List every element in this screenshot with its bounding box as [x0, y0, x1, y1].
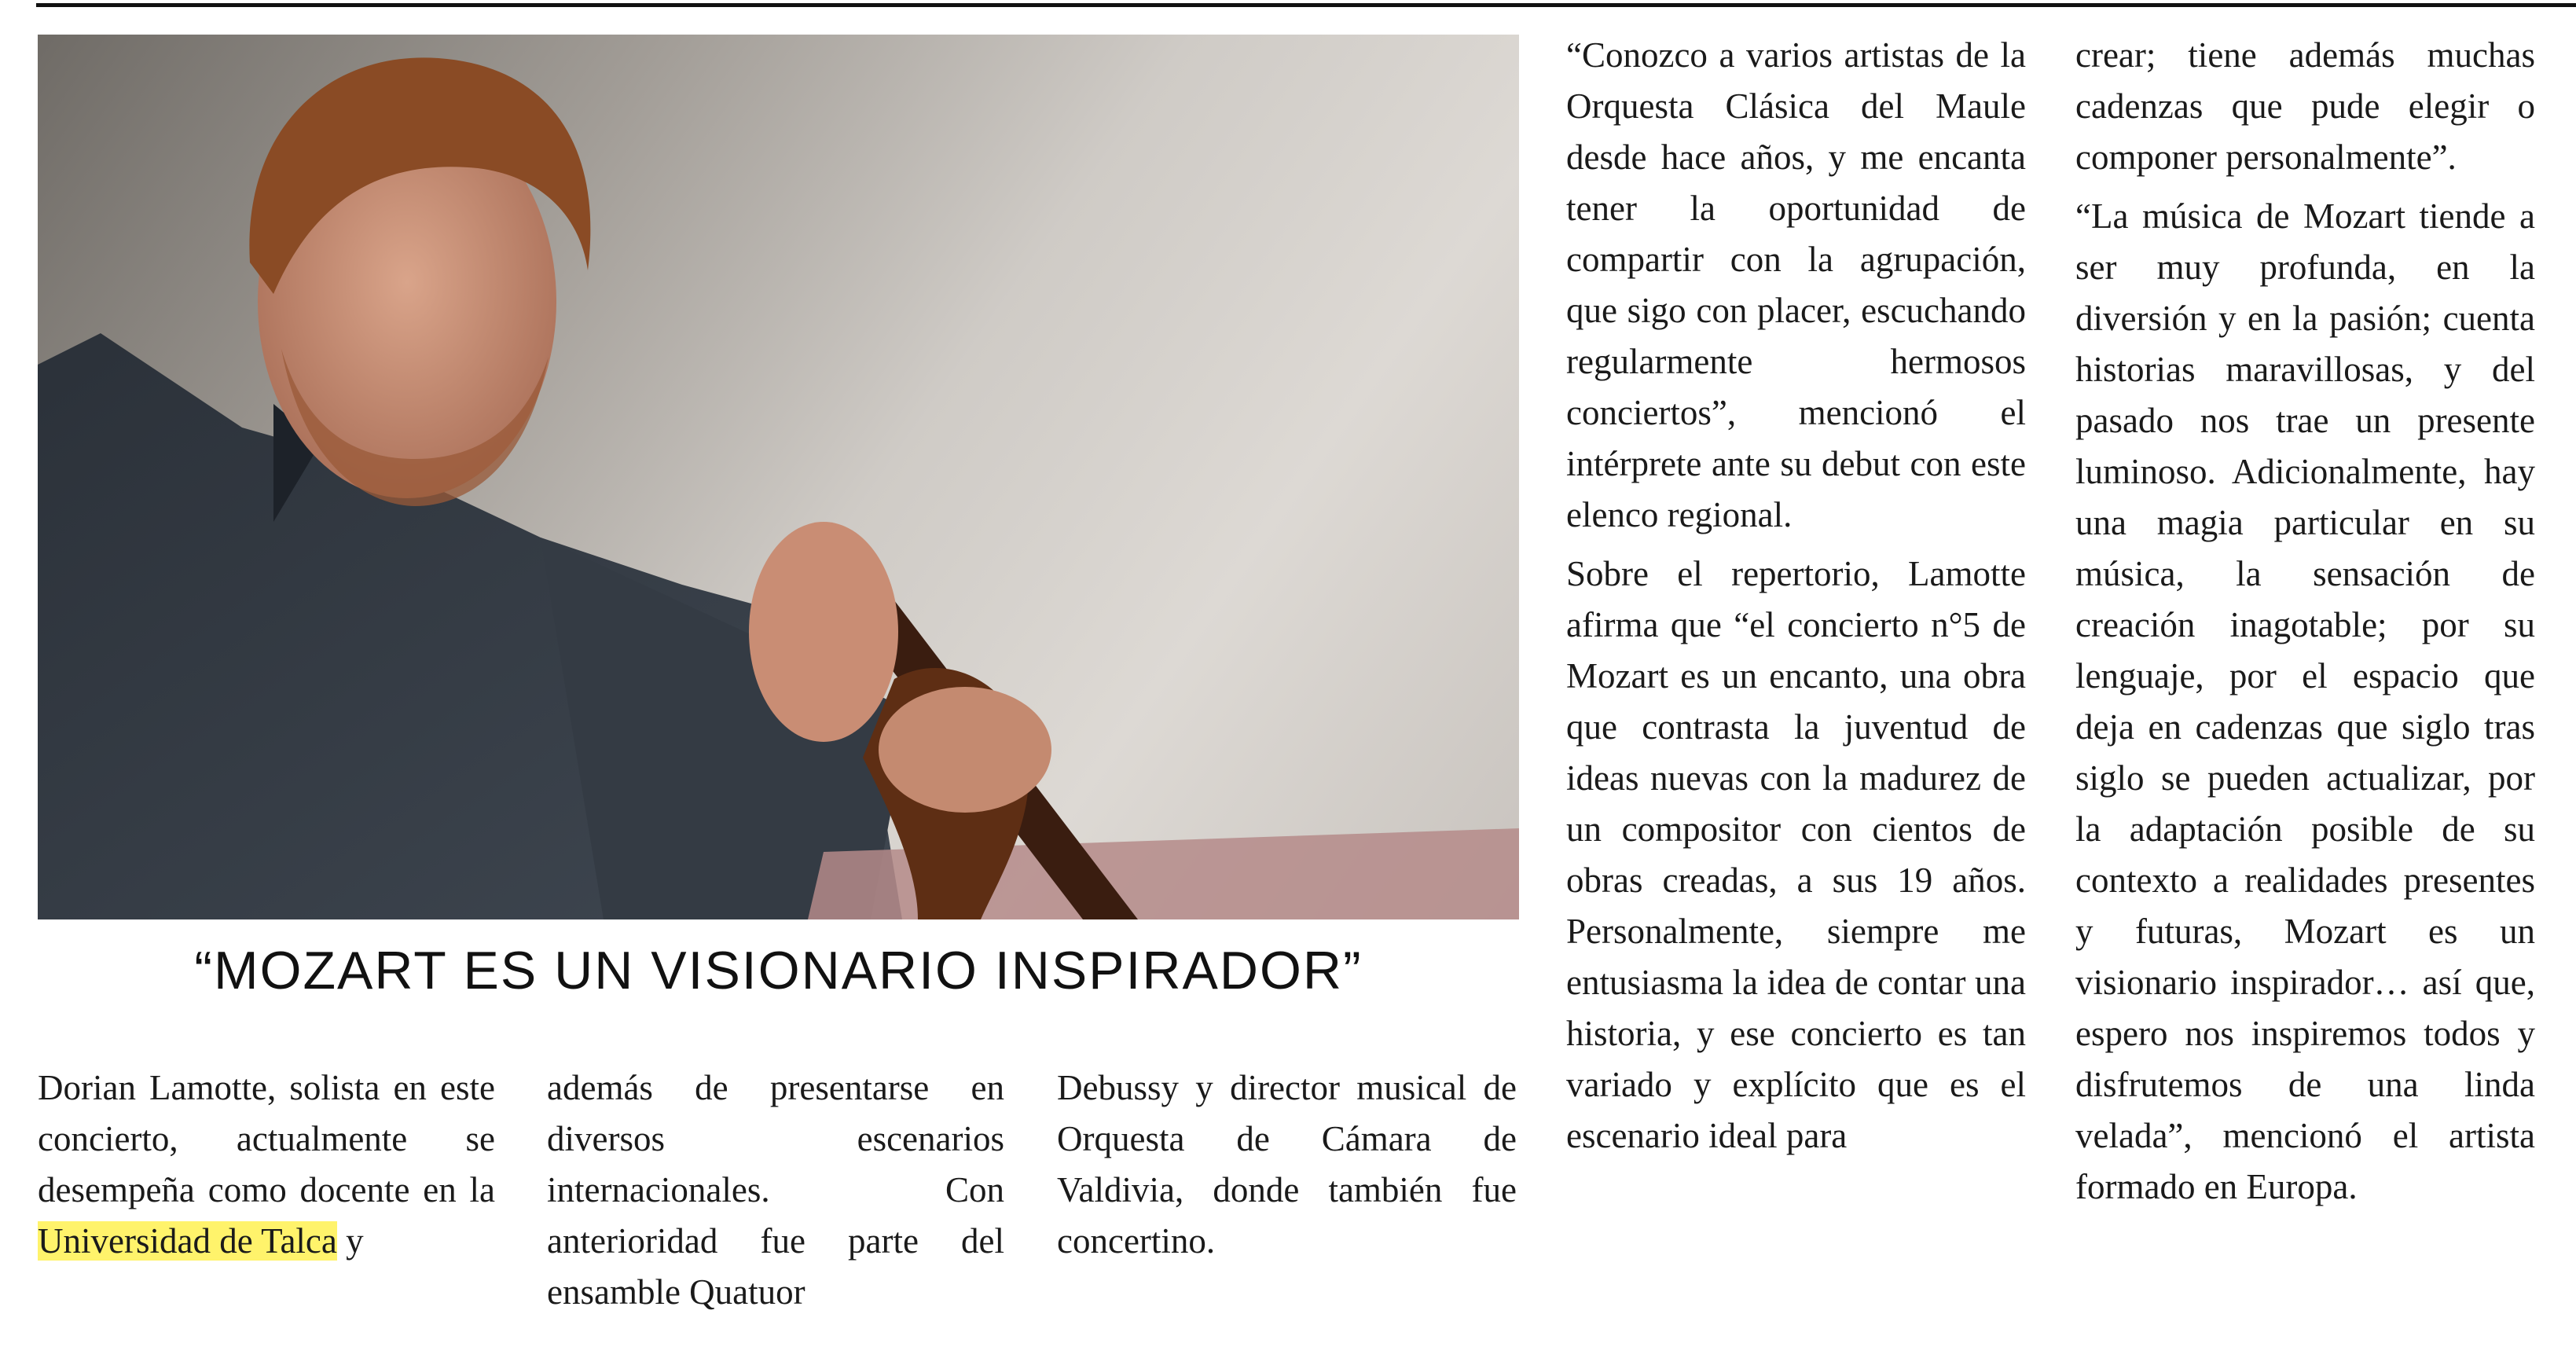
top-rule: [36, 3, 2576, 7]
column-1-text-before: Dorian Lamotte, solista en este concierto, actualmente se desempeña como docente en la: [38, 1068, 495, 1209]
column-2-paragraph: además de presentarse en diversos escenarios internacionales. Con anterioridad fue parte del ensamble Quatuor: [547, 1068, 1004, 1312]
column-5-paragraph-1: crear; tiene además muchas cadenzas que pude elegir o componer personalmente”.: [2075, 35, 2535, 177]
article-column-1: [38, 1063, 495, 1267]
column-4-paragraph-1: “Conozco a varios artistas de la Orquesta Clásica del Maule desde hace años, y me encanta tener la oportunidad de compartir con la agrupación, que sigo con placer, escuchando regularmente hermosos conciertos”, mencionó el intérprete ante su debut con este elenco regional.: [1566, 35, 2026, 534]
article-column-5: [2075, 30, 2535, 1213]
article-column-4: [1566, 30, 2026, 1162]
highlighted-text: Universidad de Talca: [38, 1221, 337, 1261]
violinist-illustration: [38, 35, 1519, 919]
column-3-paragraph: Debussy y director musical de Orquesta de Cámara de Valdivia, donde también fue concertino.: [1057, 1068, 1517, 1261]
article-column-3: [1057, 1063, 1517, 1267]
column-4-paragraph-2: Sobre el repertorio, Lamotte afirma que “el concierto n°5 de Mozart es un encanto, una obra que contrasta la juventud de ideas nuevas con la madurez de un compositor con cientos de obras creadas, a sus 19 años. Personalmente, siempre me entusiasma la idea de contar una historia, y ese concierto es tan variado y explícito que es el escenario ideal para: [1566, 554, 2026, 1155]
article-photo: [38, 35, 1519, 919]
column-1-paragraph: [38, 1063, 495, 1267]
article-headline: “MOZART ES UN VISIONARIO INSPIRADOR”: [194, 941, 1363, 1000]
column-1-text-after: y: [336, 1221, 364, 1261]
article-column-2: [547, 1063, 1004, 1318]
column-5-paragraph-2: “La música de Mozart tiende a ser muy profunda, en la diversión y en la pasión; cuenta historias maravillosas, y del pasado nos trae un presente luminoso. Adicionalmente, hay una magia particular en su música, la sensación de creación inagotable; por su lenguaje, por el espacio que deja en cadenzas que siglo tras siglo se pueden actualizar, por la adaptación posible de su contexto a realidades presentes y futuras, Mozart es un visionario inspirador… así que, espero nos inspiremos todos y disfrutemos de una linda velada”, mencionó el artista formado en Europa.: [2075, 196, 2535, 1206]
